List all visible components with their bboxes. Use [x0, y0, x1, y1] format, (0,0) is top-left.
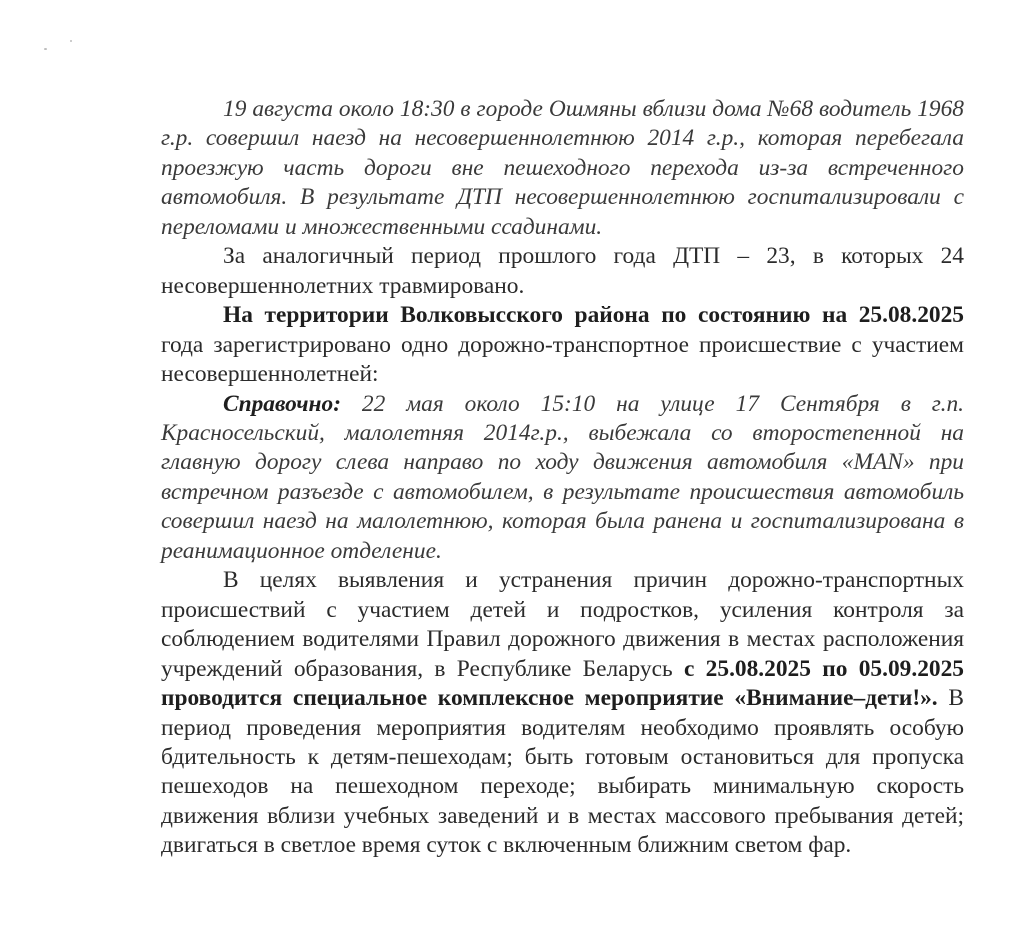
document-body: [161, 95, 964, 861]
campaign-intro-text: В целях выявления и устранения причин дорожно-транспортных происшествий с участием детей и подростков, усиления контроля за соблюдением водителями Правил дорожного движения в местах расположения учреждений образования, в Республике Беларусь: [161, 567, 964, 682]
scan-speck: [44, 48, 47, 50]
reference-bold-lead: Справочно:: [223, 390, 341, 417]
reference-rest-text: 22 мая около 15:10 на улице 17 Сентября в г.п. Красносельский, малолетняя 2014г.р., выбежала со второстепенной на главную дорогу слева направо по ходу движения автомобиля «MAN» при встречном разъезде с автомобилем, в результате происшествия автомобиль совершил наезд на малолетнюю, которая была ранена и госпитализирована в реанимационное отделение.: [161, 390, 964, 564]
volkovysk-rest-text: года зарегистрировано одно дорожно-транспортное происшествие с участием несовершеннолетней:: [161, 331, 964, 388]
paragraph-campaign: [161, 566, 964, 861]
paragraph-volkovysk-district: [161, 301, 964, 389]
paragraph-last-year-stats: За аналогичный период прошлого года ДТП – 23, в которых 24 несовершеннолетних травмировано.: [161, 243, 964, 299]
campaign-advice-text: В период проведения мероприятия водителям необходимо проявлять особую бдительность к детям-пешеходам; быть готовым остановиться для пропуска пешеходов на пешеходном переходе; выбирать минимальную скорость движения вблизи учебных заведений и в местах массового пребывания детей; двигаться в светлое время суток с включенным ближним светом фар.: [161, 685, 964, 859]
campaign-bold-text: с 25.08.2025 по 05.09.2025 проводится специальное комплексное мероприятие «Внимание–дети!».: [161, 655, 964, 712]
scan-speck: [70, 40, 72, 42]
paragraph-reference-note: [161, 390, 964, 567]
volkovysk-bold-lead: На территории Волковысского района по состоянию на 25.08.2025: [223, 302, 964, 329]
paragraph-oshmyany-accident: 19 августа около 18:30 в городе Ошмяны вблизи дома №68 водитель 1968 г.р. совершил наезд на несовершеннолетнюю 2014 г.р., которая перебегала проезжую часть дороги вне пешеходного перехода из-за встреченного автомобиля. В результате ДТП несовершеннолетнюю госпитализировали с переломами и множественными ссадинами.: [161, 96, 964, 240]
